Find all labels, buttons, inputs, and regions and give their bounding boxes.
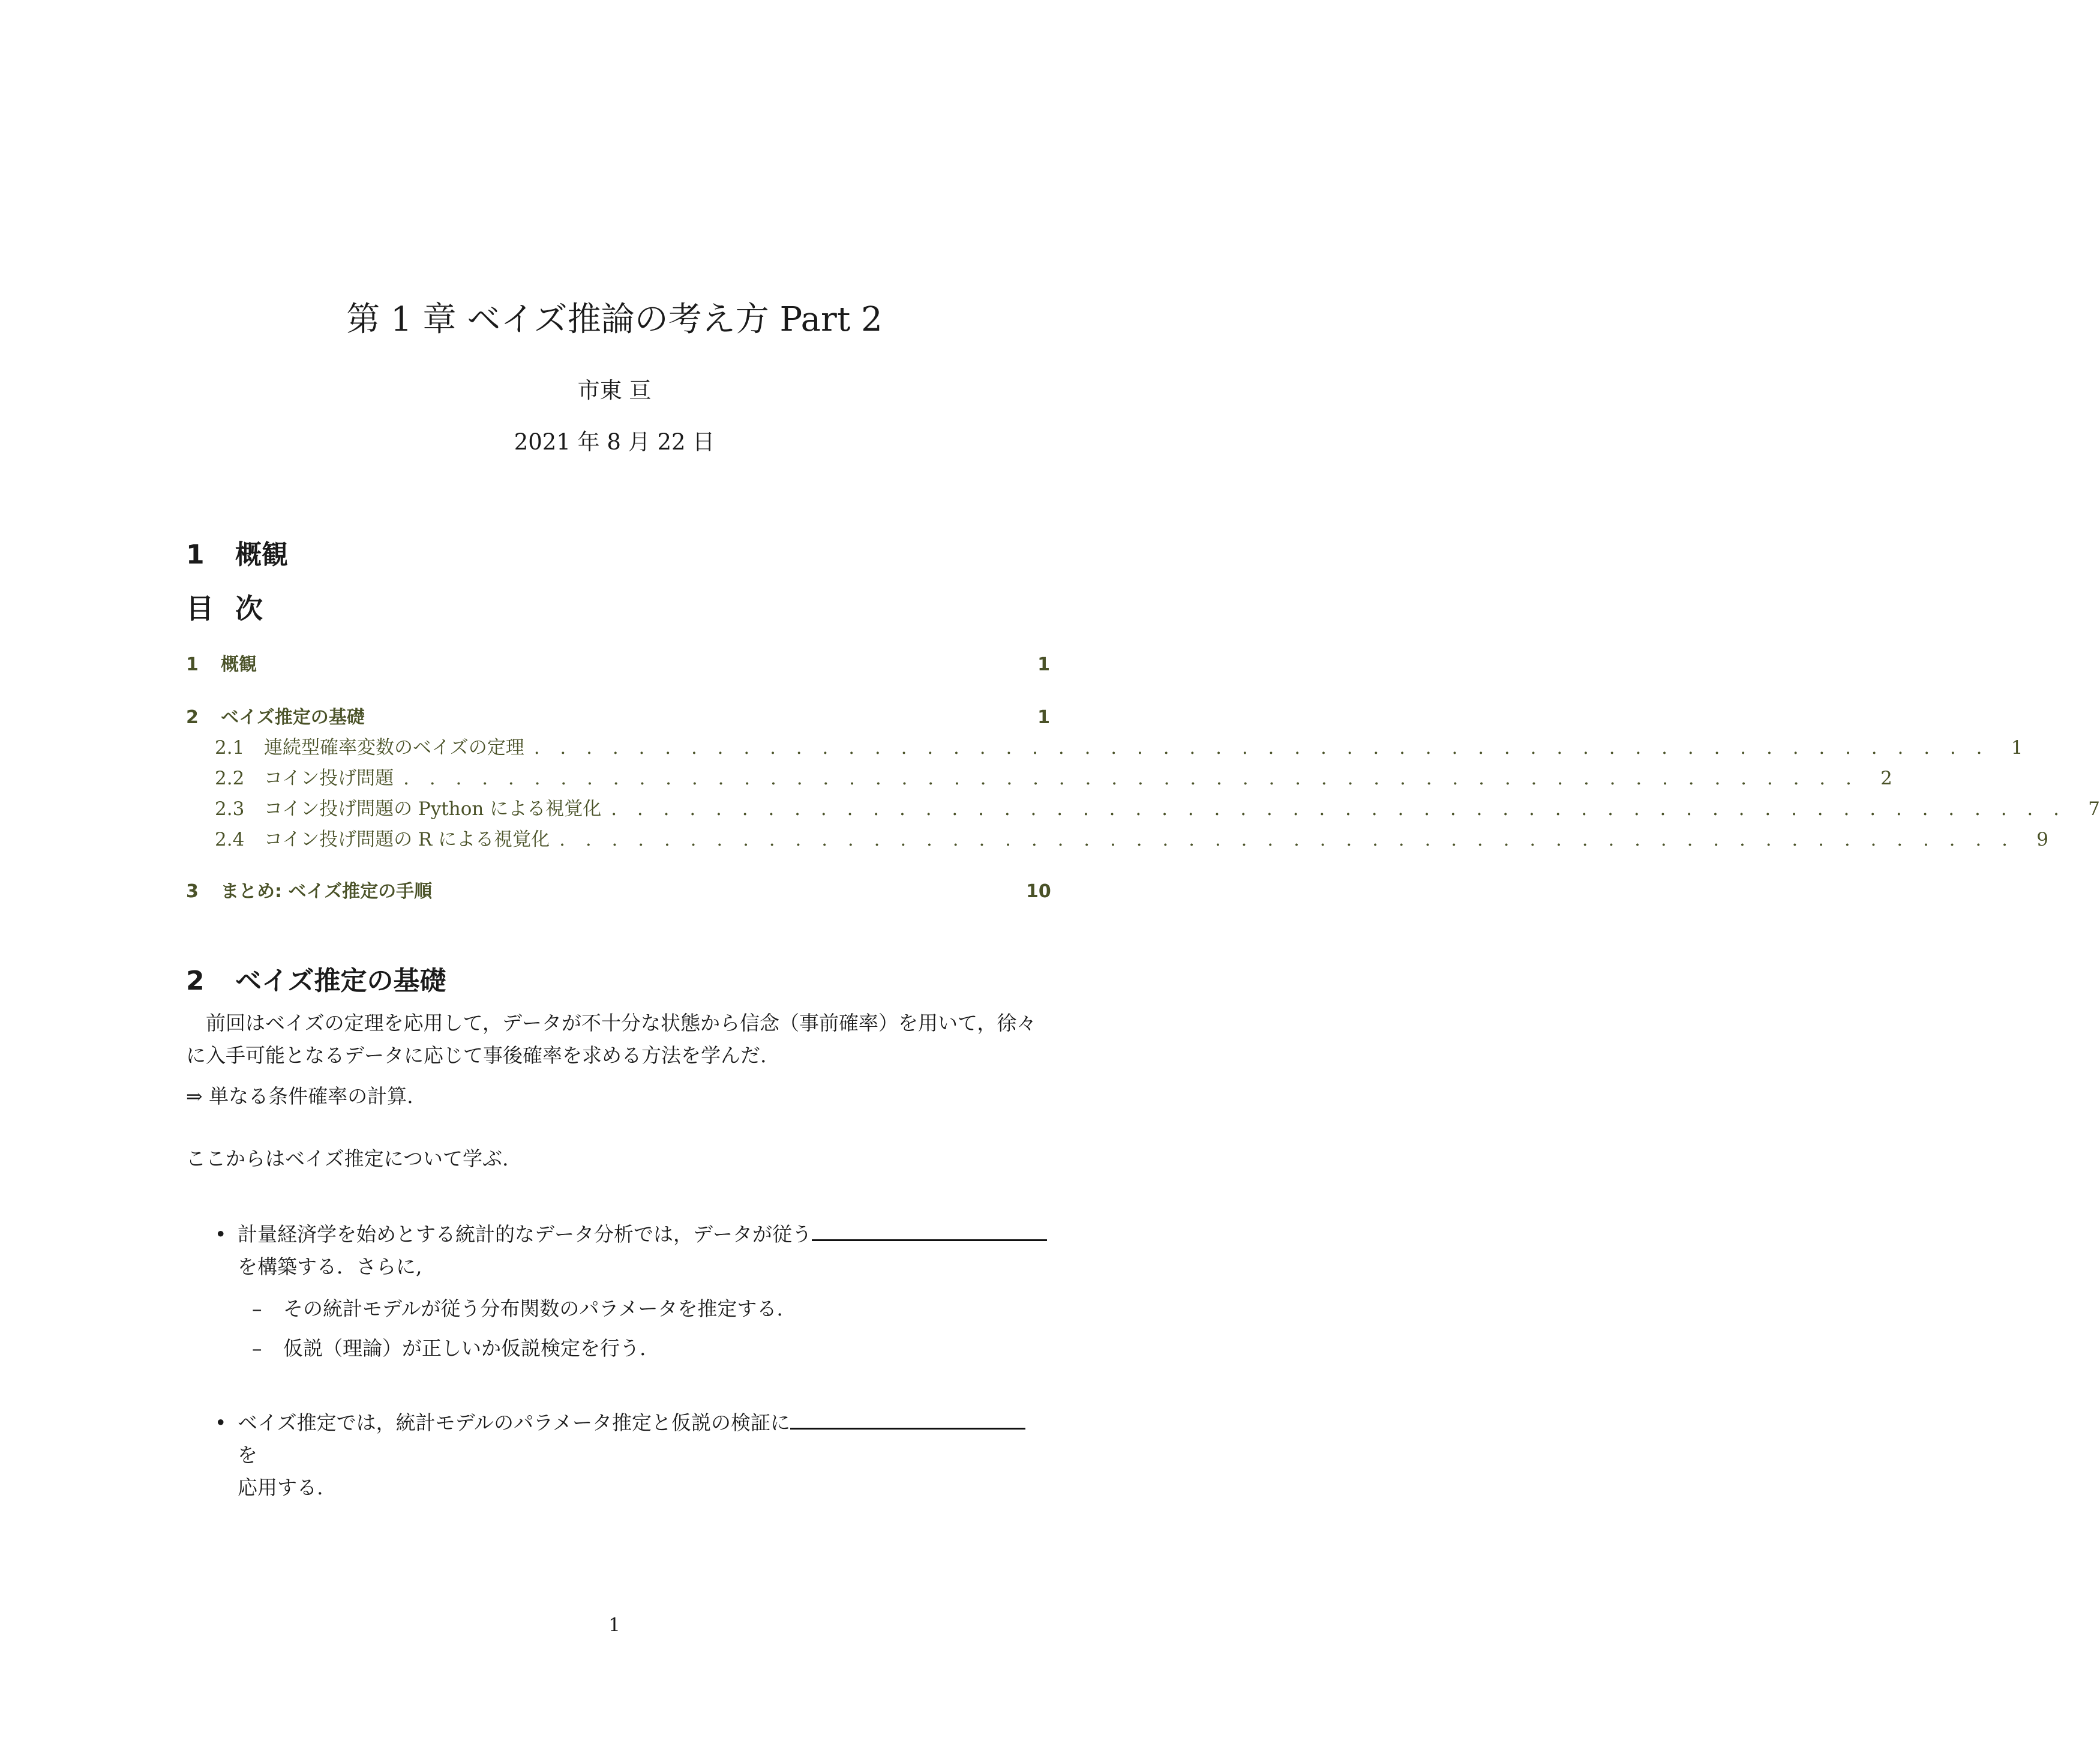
section-2-heading	[186, 959, 446, 997]
toc-entry-number: 1	[186, 654, 199, 675]
section-number: 2	[186, 966, 205, 996]
toc-entry-2-2[interactable]	[215, 763, 1892, 792]
section-number: 1	[186, 540, 205, 570]
toc-dot-leader: . . . . . . . . . . . . . . . . . . . . . . . . . . . . . . . . . . . . . . . . . . . . . . . . . . . . . . . .	[559, 829, 2015, 850]
bullet-particle: を	[238, 1443, 257, 1467]
toc-entry-page: 1	[2011, 737, 2023, 759]
section-title: 概観	[235, 540, 288, 570]
toc-entry-page: 7	[2088, 798, 2100, 820]
toc-entry-page: 2	[1880, 768, 1892, 789]
toc-dot-leader: . . . . . . . . . . . . . . . . . . . . . . . . . . . . . . . . . . . . . . . . . . . . . . . . . . . . . . . .	[403, 768, 1859, 789]
toc-entry-number: 2.2	[215, 768, 245, 789]
bullet-text: ベイズ推定では，統計モデルのパラメータ推定と仮説の検証に	[238, 1411, 791, 1434]
document-title: 第 1 章 ベイズ推論の考え方 Part 2	[346, 300, 883, 339]
fill-in-blank	[812, 1221, 1047, 1241]
toc-entry-page: 9	[2036, 829, 2048, 850]
section-title: ベイズ推定の基礎	[235, 966, 446, 996]
sub-item-text: その統計モデルが従う分布関数のパラメータを推定する.	[283, 1297, 783, 1320]
bullet-icon: •	[215, 1411, 227, 1434]
toc-entry-2[interactable]	[186, 702, 1050, 731]
implication-line: ⇒ 単なる条件確率の計算.	[186, 1084, 413, 1108]
dash-icon: –	[252, 1337, 262, 1360]
document-date: 2021 年 8 月 22 日	[514, 429, 715, 455]
intro-paragraph: 前回はベイズの定理を応用して，データが不十分な状態から信念（事前確率）を用いて，徐々に入手可能となるデータに応じて事後確率を求める方法を学んだ.	[186, 1011, 1037, 1067]
toc-entry-title: コイン投げ問題	[264, 768, 394, 789]
bullet-text-continued: を構築する．さらに,	[238, 1255, 422, 1278]
toc-entry-page: 1	[1037, 707, 1050, 728]
bullet-text: 計量経済学を始めとする統計的なデータ分析では，データが従う	[238, 1222, 812, 1246]
toc-entry-title: 概観	[221, 654, 257, 675]
toc-entry-title: コイン投げ問題の R による視覚化	[264, 829, 550, 850]
bullet-item-2	[215, 1407, 1050, 1504]
toc-heading: 目 次	[186, 592, 269, 625]
dash-icon: –	[252, 1297, 262, 1320]
toc-entry-2-1[interactable]	[215, 732, 2023, 761]
toc-entry-title: コイン投げ問題の Python による視覚化	[264, 798, 602, 820]
bullet-item-1	[215, 1218, 1050, 1283]
author-name: 市東 亘	[577, 377, 652, 403]
page-number: 1	[608, 1614, 620, 1636]
bullet-text-continued: 応用する.	[238, 1476, 323, 1499]
transition-paragraph: ここからはベイズ推定について学ぶ.	[186, 1147, 509, 1170]
toc-entry-2-4[interactable]	[215, 824, 2048, 853]
toc-entry-title: まとめ: ベイズ推定の手順	[221, 881, 433, 902]
toc-entry-1[interactable]	[186, 649, 1050, 678]
toc-entry-2-3[interactable]	[215, 793, 2100, 822]
section-1-heading	[186, 533, 288, 571]
toc-entry-page: 10	[1026, 881, 1051, 902]
sub-item-1	[252, 1293, 1032, 1325]
bullet-icon: •	[215, 1222, 227, 1246]
toc-entry-number: 2.1	[215, 737, 245, 759]
toc-entry-title: 連続型確率変数のベイズの定理	[264, 737, 524, 759]
toc-entry-number: 2.4	[215, 829, 245, 850]
toc-entry-title: ベイズ推定の基礎	[221, 707, 365, 728]
toc-entry-number: 2	[186, 707, 199, 728]
toc-entry-3[interactable]	[186, 876, 1050, 905]
toc-entry-number: 3	[186, 881, 199, 902]
sub-item-text: 仮説（理論）が正しいか仮説検定を行う.	[283, 1337, 646, 1360]
toc-dot-leader: . . . . . . . . . . . . . . . . . . . . . . . . . . . . . . . . . . . . . . . . . . . . . . . . . . . . . . . .	[533, 737, 1990, 759]
fill-in-blank	[790, 1410, 1025, 1430]
toc-dot-leader: . . . . . . . . . . . . . . . . . . . . . . . . . . . . . . . . . . . . . . . . . . . . . . . . . . . . . . . .	[611, 798, 2066, 820]
toc-entry-number: 2.3	[215, 798, 245, 820]
sub-item-2	[252, 1332, 1032, 1365]
toc-entry-page: 1	[1037, 654, 1050, 675]
